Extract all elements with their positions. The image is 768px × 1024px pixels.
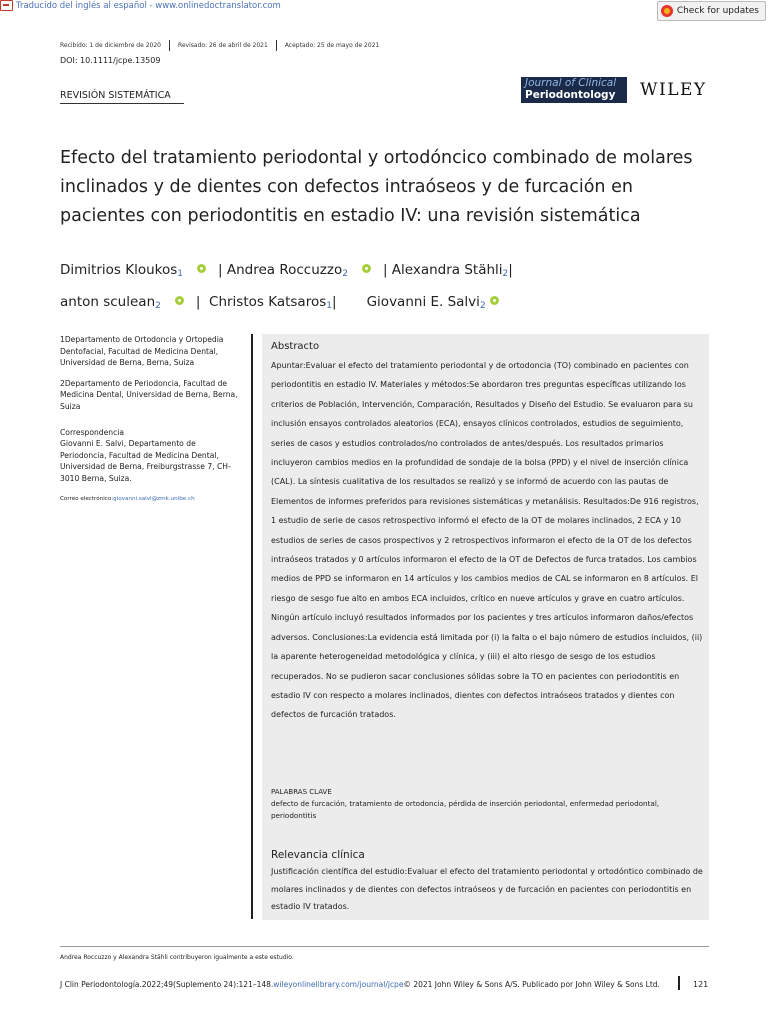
keywords-text: defecto de furcación, tratamiento de ortodoncia, pérdida de inserción periodontal, enfermedad periodontal, periodontitis: [271, 799, 660, 820]
orcid-icon[interactable]: [490, 296, 499, 305]
journal-reference: J Clin Periodontología.2022;49(Suplemento 24):121–148.: [60, 980, 274, 989]
abstract: [271, 340, 703, 725]
page-number-divider: [678, 976, 680, 990]
abstract-text: Apuntar:Evaluar el efecto del tratamiento periodontal y de ortodoncia (TO) combinado en pacientes con periodontitis en estadio IV. Materiales y métodos:Se abordaron tres preguntas específicas utilizando los criterios de Población, Intervención, Comparación, Resultados y Diseño del Estudio. Se evaluaron para su inclusión ensayos controlados aleatorios (ECA), ensayos clínicos controlados, estudios de seguimiento, series de casos y estudios controlados/no controlados de antes/después. Los resultados primarios incluyeron cambios medios en la profundidad de sondaje de la bolsa (PPD) y el nivel de inserción clínica (CAL). La síntesis cualitativa de los resultados se realizó y se informó de acuerdo con las pautas de Elementos de informes preferidos para revisiones sistemáticas y metanálisis. Resultados:De 916 registros, 1 estudio de serie de casos retrospectivo informó el efecto de la OT de molares inclinados, 2 ECA y 10 estudios de series de casos prospectivos y 2 retrospectivos informaron el efecto de la OT de los defectos intraóseos tratados y 0 artículos informaron el efecto de la OT de Defectos de furca tratados. Los cambios medios de PPD se informaron en 14 artículos y los cambios medios de CAL se informaron en 8 artículos. El riesgo de sesgo fue alto en ambos ECA incluidos, crítico en nueve artículos y grave en cuatro artículos. Ningún artículo incluyó resultados informados por los pacientes y tres artículos informaron daños/efectos adversos. Conclusiones:La evidencia está limitada por (i) la falta o el bajo número de estudios incluidos, (ii) la aparente heterogeneidad metodológica y clínica, y (iii) el alto riesgo de sesgo de los estudios recuperados. No se pudieron sacar conclusiones sólidas sobre la TO en pacientes con periodontitis en estadio IV con respecto a molares inclinados, dientes con defectos intraóseos tratados y dientes con defectos de furcación tratados.: [271, 361, 703, 720]
author-affiliation-number: 1: [177, 269, 184, 279]
author-name[interactable]: anton sculean: [60, 294, 156, 310]
author-affiliation-number: 2: [479, 301, 486, 311]
email-line: [60, 494, 240, 506]
journal-logo-line1: Journal of Clinical: [525, 77, 617, 89]
journal-logo-line2: Periodontology: [525, 89, 616, 101]
citation-line: [60, 980, 660, 989]
orcid-icon[interactable]: [362, 264, 371, 273]
correspondence: [60, 427, 240, 485]
translator-bar[interactable]: [0, 0, 281, 11]
author-name[interactable]: Giovanni E. Salvi: [366, 294, 480, 310]
email-label: Correo electrónico:: [60, 495, 114, 502]
doi[interactable]: DOI: 10.1111/jcpe.13509: [60, 56, 161, 65]
author-affiliation-number: 2: [342, 269, 348, 279]
affiliation-1: 1Departamento de Ortodoncia y Ortopedia Dentofacial, Facultad de Medicina Dental, Universidad de Berna, Berna, Suiza: [60, 335, 224, 368]
publisher-logo[interactable]: WILEY: [640, 80, 707, 100]
clinical-relevance-heading: Relevancia clínica: [271, 849, 365, 861]
received-date: Recibido: 1 de diciembre de 2020: [60, 42, 161, 49]
keywords: [271, 786, 701, 822]
affiliations: [60, 334, 240, 514]
email-link[interactable]: giovanni.salvi@zmk.unibe.ch: [113, 495, 195, 502]
author-name[interactable]: Andrea Roccuzzo: [226, 262, 343, 278]
journal-url-link[interactable]: wileyonlinelibrary.com/journal/jcpe: [273, 980, 404, 989]
article-type: REVISIÓN SISTEMÁTICA: [60, 90, 184, 104]
crossmark-icon: [661, 5, 673, 17]
abstract-divider: [251, 334, 253, 919]
article-title: Efecto del tratamiento periodontal y ortodóncico combinado de molares inclinados y de dientes con defectos intraóseos y de furcación en pacientes con periodontitis en estadio IV: una revisión sistemática: [60, 148, 693, 226]
author-affiliation-number: 1: [326, 301, 332, 311]
clinical-relevance: [271, 848, 703, 916]
journal-logo[interactable]: [521, 77, 627, 103]
copyright: © 2021 John Wiley & Sons A/S. Publicado por John Wiley & Sons Ltd.: [403, 980, 660, 989]
translator-link[interactable]: Traducido del inglés al español - www.onlinedoctranslator.com: [16, 0, 281, 11]
affiliation-2: 2Departamento de Periodoncia, Facultad de Medicina Dental, Universidad de Berna, Berna, Suiza: [60, 378, 238, 411]
author-name[interactable]: Christos Katsaros: [209, 294, 327, 310]
footnote: Andrea Roccuzzo y Alexandra Stähli contribuyeron igualmente a este estudio.: [60, 954, 294, 961]
check-for-updates-label: Check for updates: [676, 6, 759, 16]
author-affiliation-number: 2: [502, 269, 509, 279]
orcid-icon[interactable]: [175, 296, 184, 305]
keywords-heading: PALABRAS CLAVE: [271, 788, 332, 796]
accepted-date: Aceptado: 25 de mayo de 2021: [276, 40, 388, 51]
article-dates: [60, 40, 387, 51]
correspondence-address: Giovanni E. Salvi, Departamento de Periodoncia, Facultad de Medicina Dental, Universidad de Berna, Freiburgstrasse 7, CH-3010 Berna, Suiza.: [60, 439, 231, 483]
orcid-icon[interactable]: [197, 264, 206, 273]
page-number: 121: [693, 980, 709, 989]
correspondence-label: Correspondencia: [60, 427, 125, 437]
footnote-divider: [60, 946, 709, 947]
check-for-updates-button[interactable]: [657, 1, 766, 21]
author-list: Dimitrios Kloukos$_1$ | Andrea Roccuzzo$_2$ | Alexandra Stähli$_2$| anton sculean$_2$ | Christos Katsaros$_1$| Giovanni E. Salvi$_2$: [60, 262, 513, 311]
author-affiliation-number: 2: [155, 301, 161, 311]
abstract-heading: Abstracto: [271, 341, 320, 352]
revised-date: Revisado: 26 de abril de 2021: [169, 40, 276, 51]
pdf-icon: [0, 0, 13, 11]
clinical-relevance-text: Justificación científica del estudio:Evaluar el efecto del tratamiento periodontal y ortodóntico combinado de molares inclinados y de dientes con defectos intraóseos y de furcación en pacientes con periodontitis en estadio IV tratados.: [271, 867, 703, 911]
author-name[interactable]: Alexandra Stähli: [391, 262, 503, 278]
abstract-box: [262, 334, 709, 920]
author-name[interactable]: Dimitrios Kloukos: [60, 262, 178, 278]
